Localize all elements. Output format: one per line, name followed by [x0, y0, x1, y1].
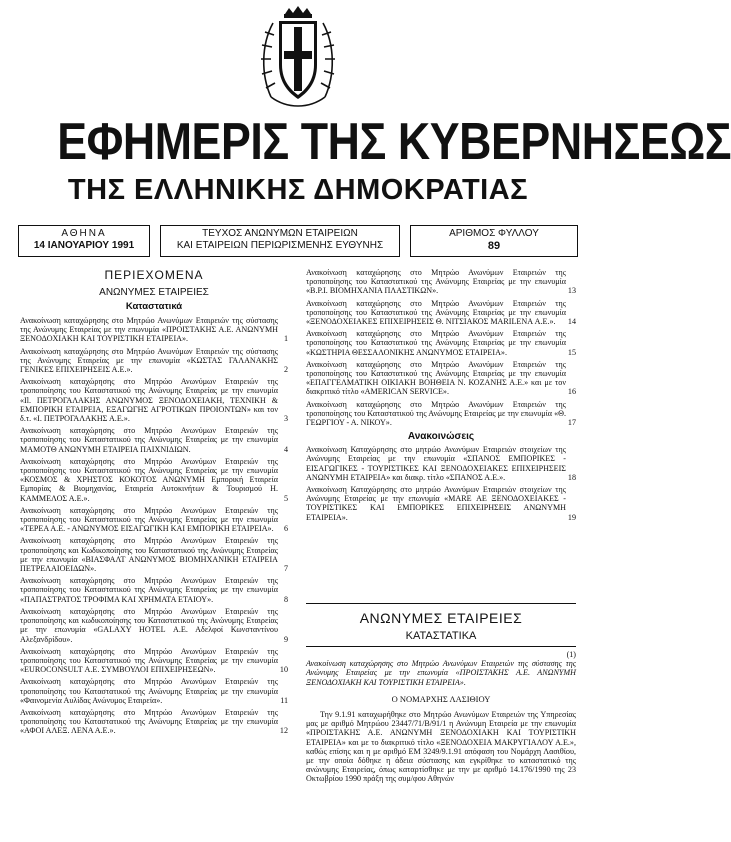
toc-entry-page: 5	[283, 493, 288, 503]
toc-entry	[20, 506, 288, 534]
toc-entry-text: Ανακοίνωση καταχώρησης στο Μητρώο Ανωνύμων Εταιρειών της τροποποίησης του Καταστατικού της Ανώνυμης Εταιρείας με την επωνυμία «Φαινομενία Αυλίδας Ανώνυμος Εταιρεία».	[20, 677, 278, 705]
issue-type-line1: ΤΕΥΧΟΣ ΑΝΩΝΥΜΩΝ ΕΤΑΙΡΕΙΩΝ	[202, 228, 358, 239]
toc-entry-page: 18	[567, 472, 576, 482]
toc-entry	[20, 377, 288, 423]
toc-entry-text: Ανακοίνωση καταχώρησης στο Μητρώο Ανωνύμων Εταιρειών της τροποποίησης του Καταστατικού της Ανώνυμης Εταιρείας με την επωνυμία «ΤΕΡΕΑ Α.Ε. - ΑΝΩΝΥΜΟΣ ΕΙΣΑΓΩΓΙΚΗ ΚΑΙ ΕΜΠΟΡΙΚΗ ΕΤΑΙΡΕΙΑ».	[20, 505, 278, 534]
toc-entry-text: Ανακοίνωση καταχώρησης στο Μητρώο Ανωνύμων Εταιρειών της τροποποίησης του Καταστατικού της Ανώνυμης Εταιρείας με την επωνυμία «Ιl. ΠΕΤΡΟΓΑΛΑΚΗΣ ΑΝΩΝΥΜΟΣ ΞΕΝΟΔΟΧΕΙΑΚΗ, ΤΕΧΝΙΚΗ & ΕΜΠΟΡΙΚΗ ΕΤΑΙΡΕΙΑ, ΕΞΑΓΩΓΗΣ ΑΓΡΟΤΙΚΩΝ ΠΡΟΙΟΝΤΩΝ» και τον δ.τ. «Ι. ΠΕΤΡΟΓΑΛΑΚΗΣ Α.Ε.».	[20, 377, 278, 424]
toc-entry-page: 9	[283, 634, 288, 644]
sheet-number-label: ΑΡΙΘΜΟΣ ΦΥΛΛΟΥ	[449, 228, 539, 239]
toc-entry-page: 2	[283, 365, 288, 375]
sheet-number: 89	[487, 240, 501, 252]
toc-entry-page: 15	[567, 347, 576, 357]
toc-entry	[20, 347, 288, 375]
contents-section: ΑΝΩΝΥΜΕΣ ΕΤΑΙΡΕΙΕΣ	[99, 287, 209, 298]
toc-entry-text: Ανακοίνωση καταχώρησης στο Μητρώο Ανωνύμων Εταιρειών της τροποποίησης του Καταστατικού της Ανώνυμης Εταιρείας με την επωνυμία «ΕΠΑΓΓΕΛΜΑΤΙΚΗ ΟΙΚΙΑΚΗ ΒΟΗΘΕΙΑ Ν. ΚΟΖΑΝΗΣ Α.Ε.» και με τον διακριτικό τίτλο «AMERICAN SERVICE».	[306, 359, 566, 397]
toc-entry	[306, 360, 576, 397]
toc-entry	[20, 647, 288, 675]
toc-entry-text: Ανακοίνωση καταχώρησης στο Μητρώο Ανωνύμων Εταιρειών της τροποποίησης του Καταστατικού της Ανώνυμης Εταιρείας με την επωνυμία «Θ. ΓΕΩΡΓΙΟΥ - Α. ΝΙΚΟΥ».	[306, 399, 566, 428]
contents-right-column	[306, 268, 576, 525]
toc-entry	[306, 329, 576, 357]
toc-entry-text: Ανακοίνωση καταχώρησης στο Μητρώο Ανωνύμων Εταιρειών της τροποποίησης του Καταστατικού της Ανώνυμης Εταιρείας με την επωνυμία «EUROCONSULT Α.Ε. ΣΥΜΒΟΥΛΟΙ ΕΠΙΧΕΙΡΗΣΕΩΝ».	[20, 646, 278, 675]
toc-entry-text: Ανακοίνωση καταχώρησης στο Μητρώο Ανωνύμων Εταιρειών της τροποποίησης και κωδικοποίησης του Καταστατικού της Ανώνυμης Εταιρείας με την επωνυμία «GALAXY HOTEL Α.Ε. Αδελφοί Κωνσταντίνου Αλεξανδρίδου».	[20, 606, 278, 644]
toc-entry-page: 6	[283, 524, 288, 534]
toc-entry	[20, 607, 288, 644]
toc-entry-text: Ανακοίνωση καταχώρησης στο Μητρώο Ανωνύμων Εταιρειών της τροποποίησης και Κωδικοποίησης του Καταστατικού της Ανώνυμης Εταιρείας με την επωνυμία «ΒΙΑΣΦΑΛΤ ΑΝΩΝΥΜΟΣ ΒΙΟΜΗΧΑΝΙΚΗ ΕΤΑΙΡΕΙΑ ΠΕΤΡΕΛΑΙΟΕΙΔΩΝ».	[20, 536, 278, 574]
issue-date: 14 ΙΑΝΟΥΑΡΙΟΥ 1991	[33, 240, 135, 251]
item-number: (1)	[566, 650, 576, 659]
contents-subsection: Καταστατικά	[125, 301, 183, 312]
toc-entry	[306, 485, 576, 522]
masthead-title: ΕΦΗΜΕΡΙΣ ΤΗΣ ΚΥΒΕΡΝΗΣΕΩΣ	[57, 113, 731, 171]
toc-entry	[20, 576, 288, 604]
toc-entry-page: 17	[567, 418, 576, 428]
contents-heading: ΠΕΡΙΕΧΟΜΕΝΑ	[104, 268, 204, 282]
toc-entry	[20, 536, 288, 573]
toc-entry-page: 10	[279, 665, 288, 675]
toc-entry	[306, 299, 576, 327]
toc-entry-page: 8	[283, 594, 288, 604]
date-box	[18, 225, 150, 257]
announcements-list	[306, 445, 576, 522]
toc-entry-page: 14	[567, 317, 576, 327]
toc-entry-page: 12	[279, 726, 288, 736]
toc-entry-text: Ανακοίνωση καταχώρησης στο Μητρώο Ανωνύμων Εταιρειών της τροποποίησης του Καταστατικού της Ανώνυμης Εταιρείας με την επωνυμία ΜΑΜΟΤΘ ΑΝΩΝΥΜΗ ΕΤΑΙΡΕΙΑ ΠΑΙΧΝΙΔΙΩΝ.	[20, 426, 278, 454]
toc-entry-text: Ανακοίνωση καταχώρησης στο Μητρώο Ανωνύμων Εταιρειών της σύστασης της Ανώνυμης Εταιρείας με την επωνυμία «ΚΩΣΤΑΣ ΓΑΛΑΝΑΚΗΣ ΓΕΝΙΚΕΣ ΕΠΙΧΕΙΡΗΣΕΙΣ Α.Ε.».	[20, 346, 278, 375]
toc-entry-text: Ανακοίνωση καταχώρησης στο Μητρώο Ανωνύμων Εταιρειών της τροποποίησης του Καταστατικού της Ανώνυμης Εταιρείας με την επωνυμία «ΑΦΟΙ ΑΛΕΞ. ΛΕΝΑ Α.Ε.».	[20, 707, 278, 736]
toc-entry-page: 4	[283, 444, 288, 454]
toc-entry-text: Ανακοίνωση καταχώρησης στο Μητρώο Ανωνύμων Εταιρειών της τροποποίησης του Καταστατικού της Ανώνυμης Εταιρείας με την επωνυμία «ΞΕΝΟΔΟΧΕΙΑΚΕΣ ΕΠΙΧΕΙΡΗΣΕΙΣ Θ. ΝΙΤΣΙΑΚΟΣ MARILENA Α.Ε.».	[306, 298, 566, 327]
city-label: ΑΘΗΝΑ	[61, 228, 107, 239]
authority-heading: Ο ΝΟΜΑΡΧΗΣ ΛΑΣΙΘΙΟΥ	[391, 693, 491, 704]
toc-entry	[20, 457, 288, 503]
toc-entry	[306, 400, 576, 428]
body-subsection-title: ΚΑΤΑΣΤΑΤΙΚΑ	[405, 630, 477, 642]
toc-entry-text: Ανακοίνωση καταχώρησης στο Μητρώο Ανωνύμων Εταιρειών της τροποποίησης του Καταστατικού της Ανώνυμης Εταιρείας με την επωνυμία «ΚΟΣΜΟΣ & ΧΡΗΣΤΟΣ ΚΟΚΟΤΟΣ ΑΝΩΝΥΜΗ Εμπορική Εταιρεία Εμπορίας & Βιομηχανίας, Εταιρεία Αυτοκινήτων & Τουρισμού Η. ΚΑΜΜΕΛΟΣ Α.Ε.».	[20, 456, 278, 503]
toc-entry-page: 3	[283, 414, 288, 424]
toc-entry-page: 11	[280, 695, 288, 705]
item-title: Ανακοίνωση καταχώρησης στο Μητρώο Ανωνύμων Εταιρειών της σύστασης της Ανώνυμης Εταιρείας με την επωνυμία «ΠΡΟΙΣΤΑΚΗΣ Α.Ε. ΑΝΩΝΥΜΗ ΞΕΝΟΔΟΧΙΑΚΗ ΚΑΙ ΤΟΥΡΙΣΤΙΚΗ ΕΤΑΙΡΕΙΑ».	[306, 659, 576, 687]
toc-entry	[20, 708, 288, 736]
toc-entry	[20, 316, 288, 344]
toc-entry	[306, 268, 576, 296]
contents-left-list	[20, 316, 288, 736]
toc-entry-page: 19	[567, 512, 576, 522]
toc-entry-text: Ανακοίνωση καταχώρησης στο Μητρώο Ανωνύμων Εταιρειών της τροποποίησης του Καταστατικού της Ανώνυμης Εταιρείας με την επωνυμία «ΚΩΣΤΗΡΙΑ ΘΕΣΣΑΛΟΝΙΚΗΣ ΑΝΩΝΥΜΟΣ ΕΤΑΙΡΕΙΑ».	[306, 329, 566, 357]
greek-coat-of-arms-emblem	[257, 5, 339, 115]
section-rule-top	[306, 603, 576, 604]
contents-left-column	[20, 268, 288, 739]
toc-entry-text: Ανακοίνωση Καταχώρησης στο μητρώο Ανωνύμων Εταιρειών στοιχείων της Ανώνυμης Εταιρείας με την επωνυμία «ΣΠΑΝΟΣ ΕΜΠΟΡΙΚΕΣ - ΕΙΣΑΓΩΓΙΚΕΣ - ΤΟΥΡΙΣΤΙΚΕΣ ΚΑΙ ΞΕΝΟΔΟΧΕΙΑΚΕΣ ΕΠΙΧΕΙΡΗΣΕΙΣ ΑΝΩΝΥΜΗ ΕΤΑΙΡΕΙΑ» και διακρ. τίτλο «ΣΠΑΝΟΣ Α.Ε.».	[306, 445, 566, 482]
toc-entry-page: 1	[283, 334, 288, 344]
toc-entry-page: 16	[567, 387, 576, 397]
issue-type-line2: ΚΑΙ ΕΤΑΙΡΕΙΩΝ ΠΕΡΙΩΡΙΣΜΕΝΗΣ ΕΥΘΥΝΗΣ	[176, 240, 384, 251]
issue-type-box	[160, 225, 400, 257]
sheet-number-box	[410, 225, 578, 257]
toc-entry-page: 7	[283, 564, 288, 574]
body-paragraph: Την 9.1.91 καταχωρήθηκε στο Μητρώο Ανωνύμων Εταιρειών της Υπηρεσίας μας με αριθμό Μητρώου 23447/71/Β/91/1 η Ανώνυμη Εταιρεία με την επωνυμία «ΠΡΟΙΣΤΑΚΗΣ Α.Ε. ΑΝΩΝΥΜΗ ΞΕΝΟΔΟΧΙΑΚΗ ΚΑΙ ΤΟΥΡΙΣΤΙΚΗ ΕΤΑΙΡΕΙΑ» και με το διακριτικό τίτλο «ΞΕΝΟΔΟΧΕΙΑ ΜΑΚΡΥΓΙΑΛΟΥ Α.Ε.», καθώς επίσης και η με αριθμό ΕΜ 3249/9.1.91 απόφαση του Νομάρχη Λασιθίου, με την οποία δόθηκε η άδεια σύστασης και εγκρίθηκε το καταστατικό της ανώνυμης Εταιρείας, όπως καταρτίσθηκε με την με αριθμό 14.176/1990 της 23 Οκτωβρίου 1990 πράξη της συμ/φου Αθηνών	[306, 710, 576, 784]
toc-entry	[306, 445, 576, 482]
toc-entry-text: Ανακοίνωση καταχώρησης στο Μητρώο Ανωνύμων Εταιρειών της σύστασης της Ανώνυμης Εταιρείας με την επωνυμία «ΠΡΟΙΣΤΑΚΗΣ Α.Ε. ΑΝΩΝΥΜΗ ΞΕΝΟΔΟΧΙΑΚΗ ΚΑΙ ΤΟΥΡΙΣΤΙΚΗ ΕΤΑΙΡΕΙΑ».	[20, 316, 278, 344]
masthead-subtitle: ΤΗΣ ΕΛΛΗΝΙΚΗΣ ΔΗΜΟΚΡΑΤΙΑΣ	[67, 174, 529, 206]
toc-entry-page: 13	[567, 286, 576, 296]
body-text	[306, 650, 576, 784]
toc-entry	[20, 677, 288, 705]
section-rule-bottom	[306, 646, 576, 647]
announcements-heading: Ανακοινώσεις	[407, 431, 475, 443]
contents-right-list	[306, 268, 576, 427]
body-section-title: ΑΝΩΝΥΜΕΣ ΕΤΑΙΡΕΙΕΣ	[359, 610, 523, 626]
toc-entry-text: Ανακοίνωση καταχώρησης στο Μητρώο Ανωνύμων Εταιρειών της τροποποίησης του Καταστατικού της Ανώνυμης Εταιρείας με την επωνυμία «Β.Ρ.Ι. ΒΙΟΜΗΧΑΝΙΑ ΠΛΑΣΤΙΚΩΝ».	[306, 268, 566, 296]
toc-entry	[20, 426, 288, 454]
toc-entry-text: Ανακοίνωση Καταχώρησης στο μητρώο Ανωνύμων Εταιρειών στοιχείων της Ανώνυμης Εταιρείας με την επωνυμία «MARE ΑΕ ΞΕΝΟΔΟΧΕΙΑΚΕΣ - ΤΟΥΡΙΣΤΙΚΕΣ ΚΑΙ ΕΜΠΟΡΙΚΕΣ ΕΠΙΧΕΙΡΗΣΕΙΣ ΑΝΩΝΥΜΗ ΕΤΑΙΡΕΙΑ».	[306, 485, 566, 522]
toc-entry-text: Ανακοίνωση καταχώρησης στο Μητρώο Ανωνύμων Εταιρειών της τροποποίησης του Καταστατικού της Ανώνυμης Εταιρείας με την επωνυμία «ΠΑΠΑΣΤΡΑΤΟΣ ΤΡΟΦΙΜΑ ΚΑΙ ΧΡΗΜΑΤΑ ΕΤΑΙΟΥ».	[20, 576, 278, 604]
